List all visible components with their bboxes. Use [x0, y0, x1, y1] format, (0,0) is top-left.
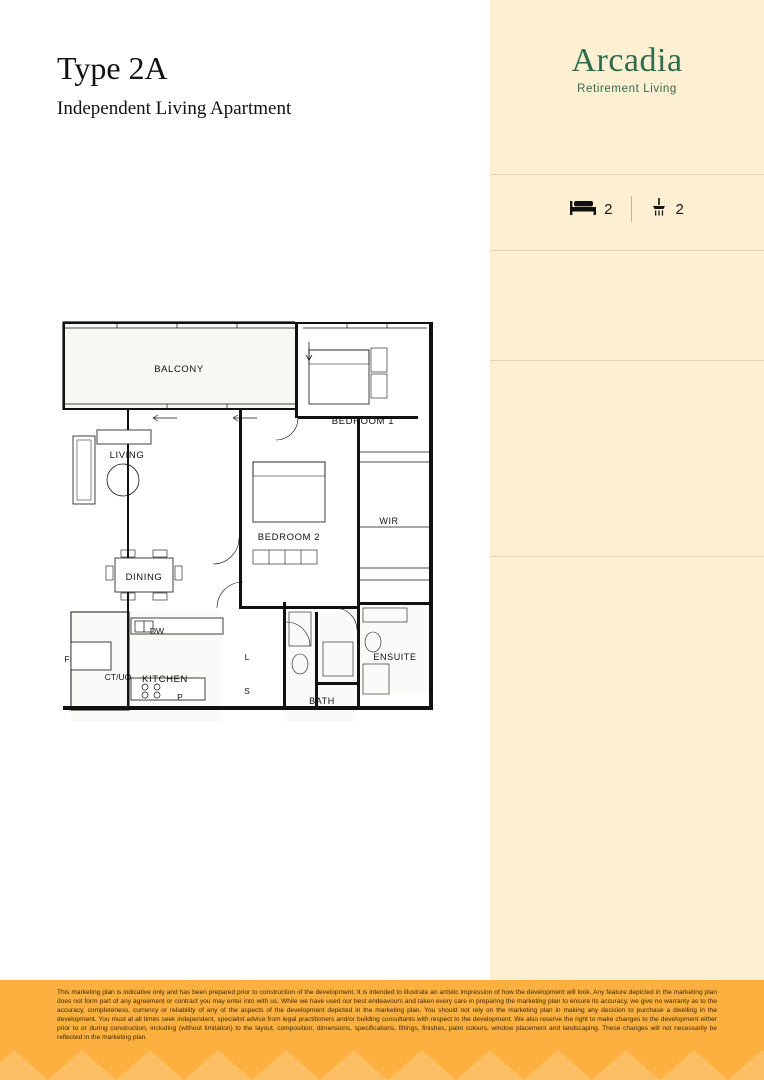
- divider: [490, 556, 764, 557]
- bath-count-label: 2: [675, 200, 684, 218]
- svg-text:BATH: BATH: [309, 696, 335, 706]
- svg-text:WIR: WIR: [379, 516, 399, 526]
- svg-text:P: P: [177, 692, 183, 702]
- feature-icons: [490, 196, 764, 222]
- svg-text:LIVING: LIVING: [109, 450, 145, 461]
- divider: [490, 360, 764, 361]
- svg-text:CT/UO: CT/UO: [104, 672, 132, 682]
- svg-text:BEDROOM 2: BEDROOM 2: [257, 532, 321, 543]
- svg-text:L: L: [244, 652, 250, 662]
- svg-text:DW: DW: [149, 626, 165, 636]
- brand-tagline: Retirement Living: [577, 83, 677, 95]
- divider: [490, 174, 764, 175]
- svg-text:ENSUITE: ENSUITE: [373, 652, 417, 662]
- svg-text:BEDROOM 1: BEDROOM 1: [331, 416, 395, 427]
- shower-icon: [650, 198, 668, 221]
- bed-count-label: 2: [604, 200, 613, 218]
- brand-name: Arcadia: [571, 42, 683, 79]
- svg-text:F: F: [64, 654, 70, 664]
- svg-text:BALCONY: BALCONY: [154, 364, 204, 375]
- svg-text:DINING: DINING: [125, 572, 163, 583]
- svg-text:S: S: [244, 686, 250, 696]
- info-sidebar: [490, 0, 764, 980]
- disclaimer-text: This marketing plan is indicative only and has been prepared prior to construction of the development. It is intended to illustrate an artistic impression of how the development will look. Any feature depicted in the marketing plan does not form part of any agreement or contract you may enter into with us. While we have used our best endeavours and taken every care in preparing the marketing plan to ensure its accuracy, we give no warranty as to the accuracy, completeness, currency or reliability of any of the aspects of the development depicted in the marketing plan. You should not rely on the marketing plan in making any decision to purchase a dwelling in the development. You must at all times seek independent, specialist advice from legal practitioners and/or building consultants with respect to the development. We also reserve the right to make changes to the development either prior to or during construction, including (without limitation) to the layout, composition, dimensions, specifications, fittings, finishes, paint colours, window placement and landscaping. These changes will not necessarily be reflected in the marketing plan.: [57, 989, 717, 1042]
- divider: [490, 250, 764, 251]
- svg-text:KITCHEN: KITCHEN: [142, 674, 188, 685]
- page-subtitle: Independent Living Apartment: [57, 98, 292, 119]
- bedroom-count: [552, 198, 630, 220]
- brand-logo: [490, 44, 764, 95]
- bed-icon: [570, 198, 596, 220]
- bathroom-count: [632, 198, 702, 221]
- page-title: Type 2A: [57, 50, 168, 86]
- floorplan-drawing: [57, 312, 447, 732]
